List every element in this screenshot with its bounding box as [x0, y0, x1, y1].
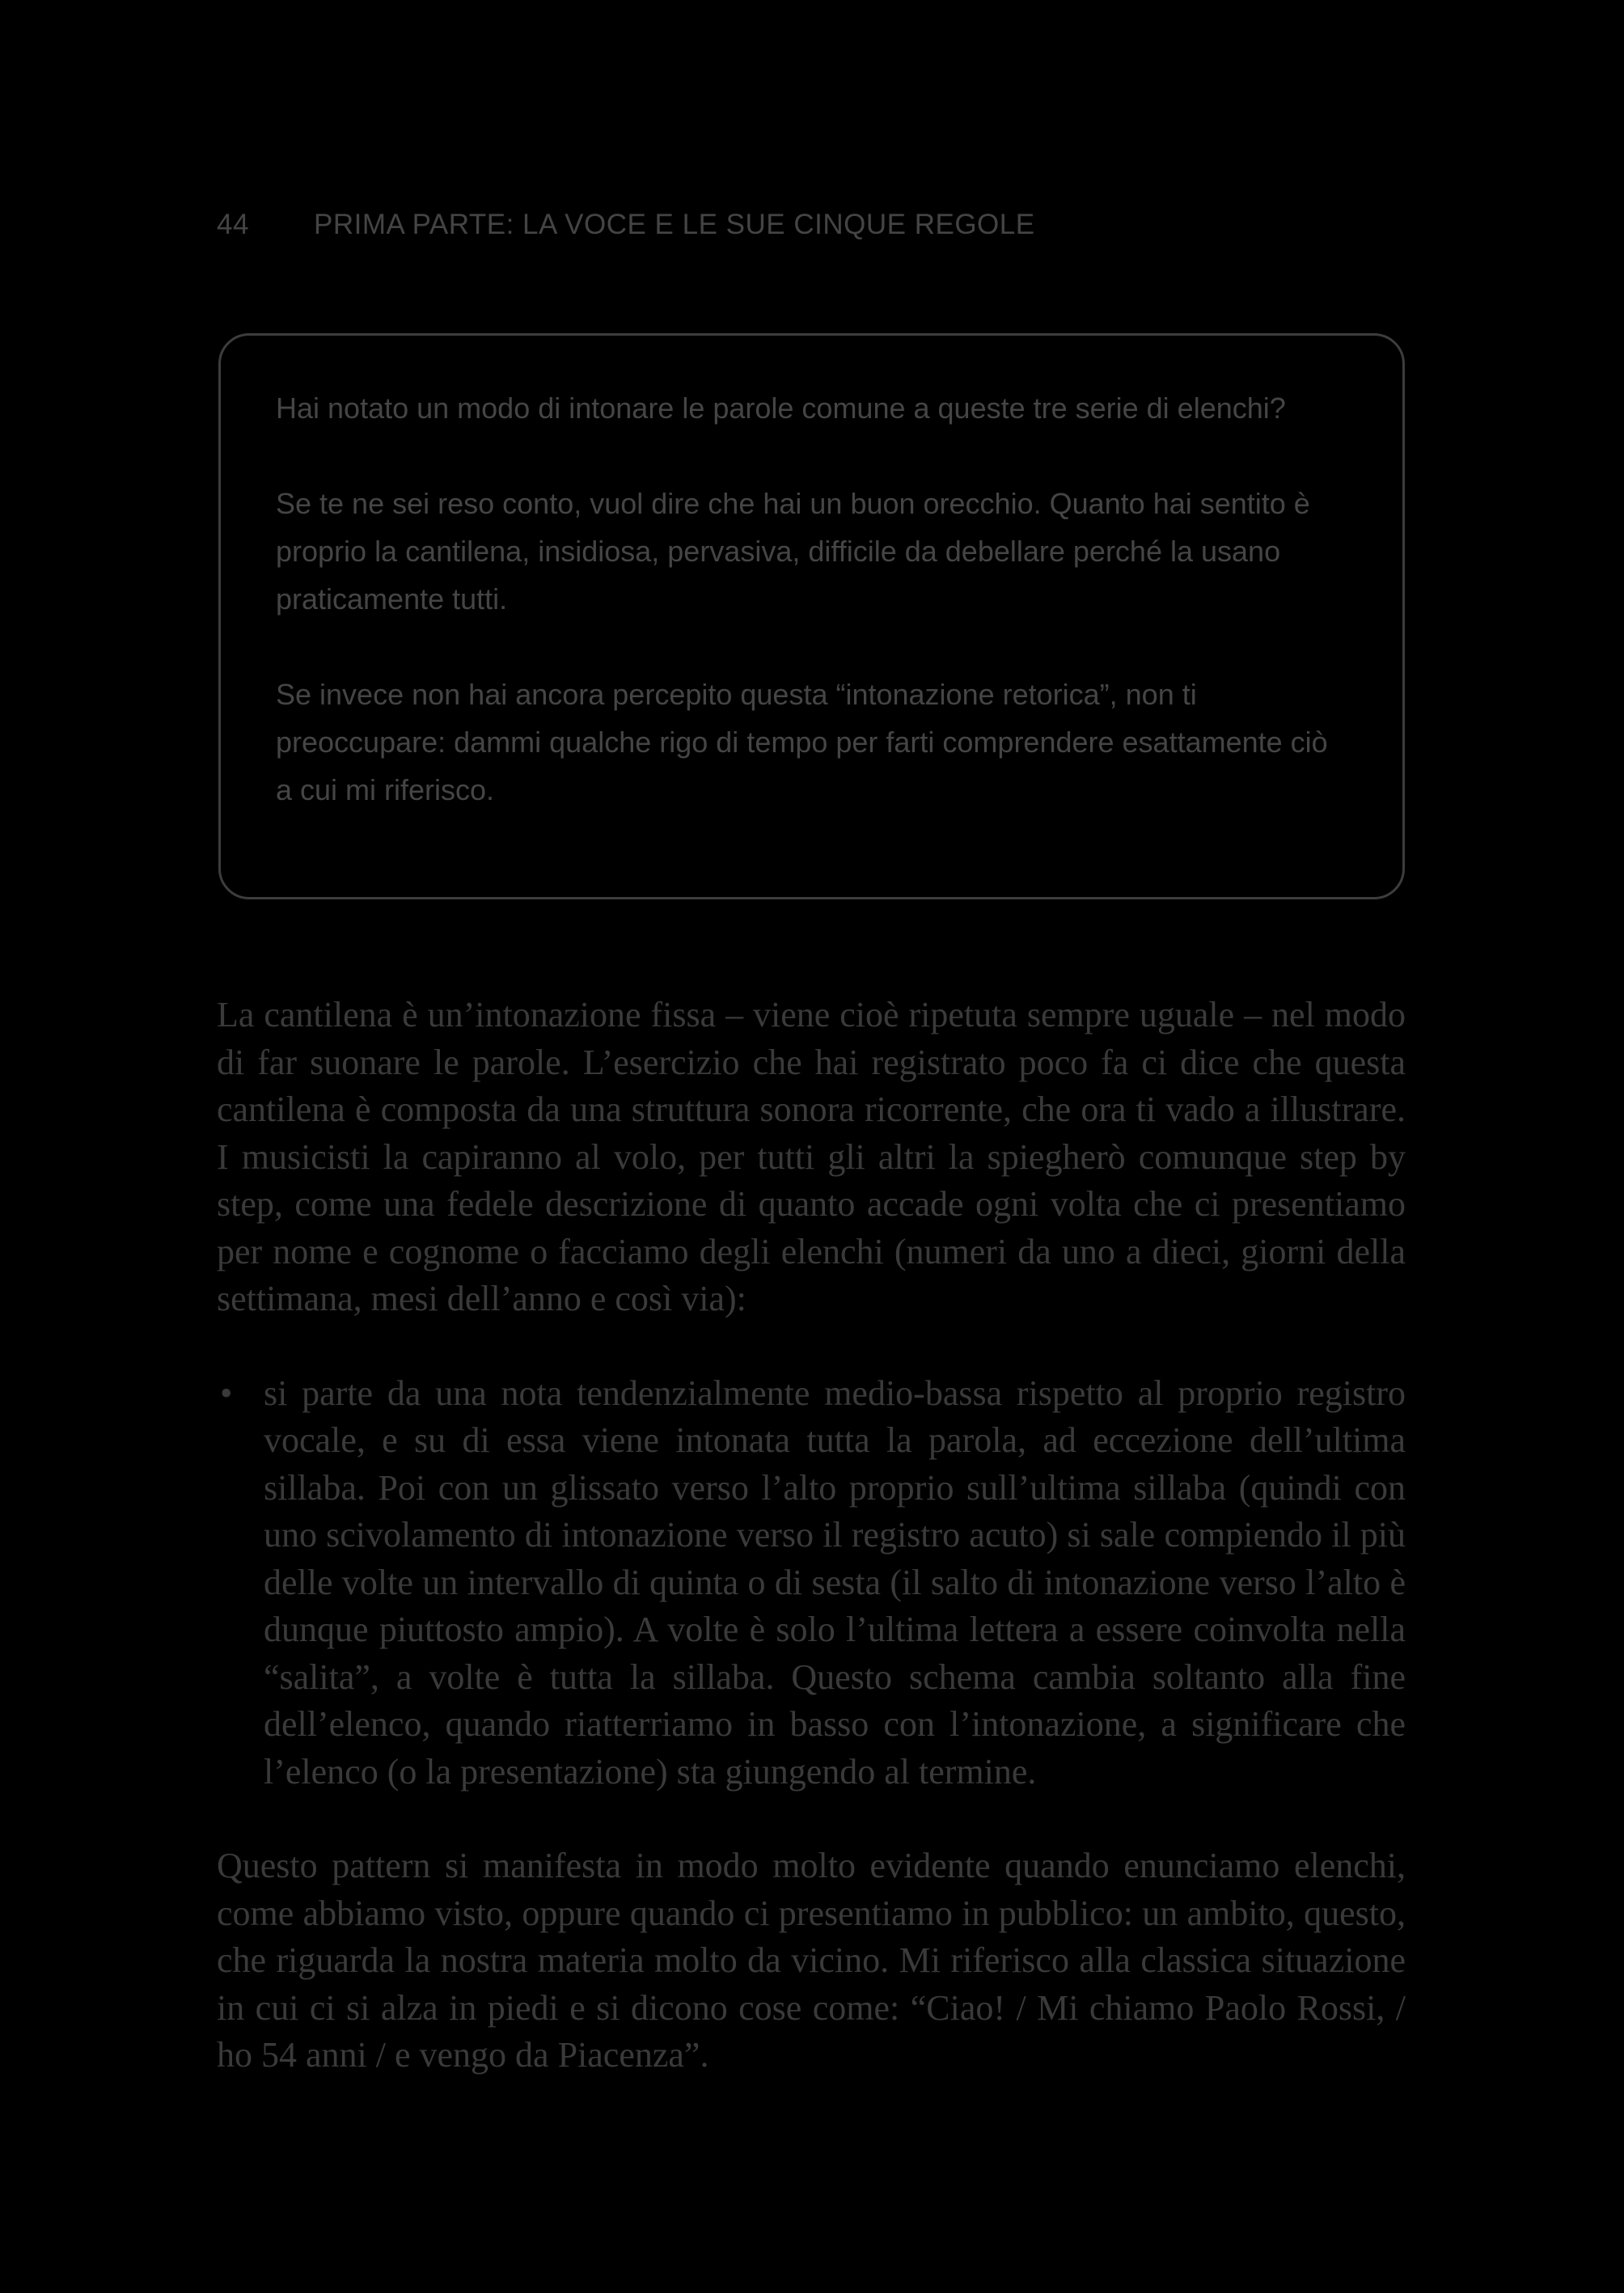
list-item-text: si parte da una nota tendenzialmente medio-bassa rispetto al proprio registro vocale, e su di essa viene intonata tutta la parola, ad eccezione dell’ultima sillaba. Poi con un glissato verso l’alto proprio sull’ultima sillaba (quindi con uno scivolamento di intonazione verso il registro acuto) si sale compiendo il più delle volte un intervallo di quinta o di sesta (il salto di intonazione verso l’alto è dunque piuttosto ampio). A volte è solo l’ultima lettera a essere coinvolta nella “salita”, a volte è tutta la sillaba. Questo schema cambia soltanto alla fine dell’elenco, quando riatterriamo in basso con l’intonazione, a significare che l’elenco (o la presentazione) sta giungendo al termine.: [264, 1373, 1406, 1792]
page-number: 44: [217, 209, 249, 240]
body-paragraph: Questo pattern si manifesta in modo molto evidente quando enunciamo elenchi, come abbiamo visto, oppure quando ci presentiamo in pubblico: un ambito, questo, che riguarda la nostra materia molto da vicino. Mi riferisco alla classica situazione in cui ci si alza in piedi e si dicono cose come: “Ciao! / Mi chiamo Paolo Rossi, / ho 54 anni / e vengo da Piacenza”.: [217, 1846, 1406, 2075]
box-paragraph: Se invece non hai ancora percepito questa “intonazione retorica”, non ti preoccupare: dammi qualche rigo di tempo per farti comprendere esattamente ciò a cui mi riferisco.: [276, 678, 1328, 806]
section-title: PRIMA PARTE: LA VOCE E LE SUE CINQUE REGOLE: [314, 209, 1035, 240]
bullet-list: [217, 1370, 1406, 1796]
box-paragraph: Se te ne sei reso conto, vuol dire che hai un buon orecchio. Quanto hai sentito è proprio la cantilena, insidiosa, pervasiva, difficile da debellare perché la usano praticamente tutti.: [276, 487, 1310, 616]
body-text: [217, 992, 1406, 2079]
box-paragraph: Hai notato un modo di intonare le parole comune a queste tre serie di elenchi?: [276, 391, 1286, 425]
body-paragraph: La cantilena è un’intonazione fissa – viene cioè ripetuta sempre uguale – nel modo di far suonare le parole. L’esercizio che hai registrato poco fa ci dice che questa cantilena è composta da una struttura sonora ricorrente, che ora ti vado a illustrare. I musicisti la capiranno al volo, per tutti gli altri la spiegherò comunque step by step, come una fedele descrizione di quanto accade ogni volta che ci presentiamo per nome e cognome o facciamo degli elenchi (numeri da uno a dieci, giorni della settimana, mesi dell’anno e così via):: [217, 995, 1406, 1318]
running-head: [217, 209, 1406, 241]
bullet-marker: •: [220, 1373, 233, 1413]
list-item: [217, 1370, 1406, 1796]
boxed-note: [218, 333, 1405, 899]
